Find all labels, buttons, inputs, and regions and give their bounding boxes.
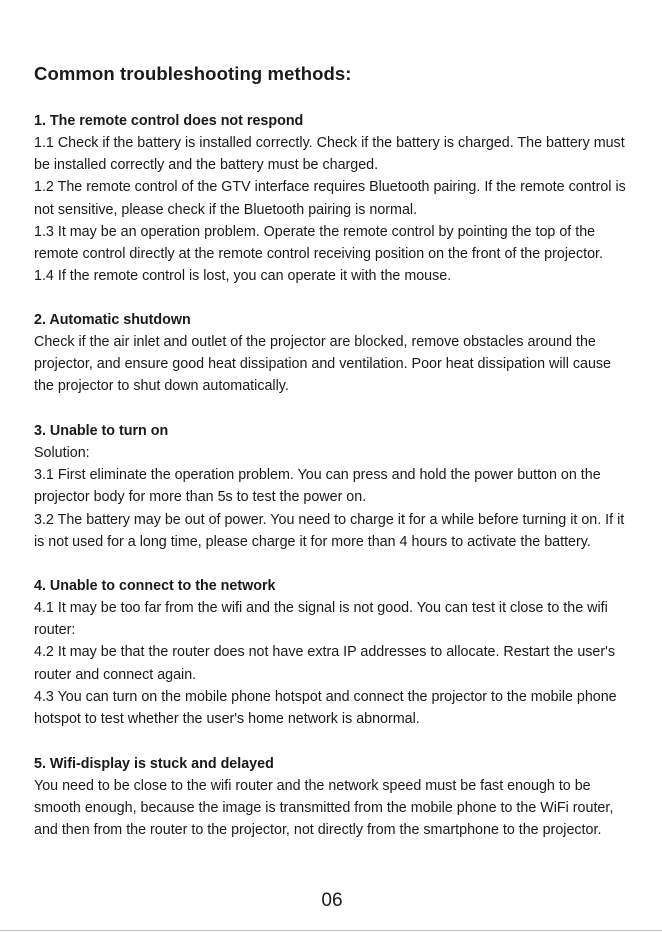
paragraph: 1.3 It may be an operation problem. Operate the remote control by pointing the top of the remote control directly at the remote control receiving position on the front of the projector. (34, 223, 603, 263)
section-wifi-display (34, 753, 630, 842)
section-heading: 1. The remote control does not respond (34, 113, 304, 129)
paragraph: Check if the air inlet and outlet of the projector are blocked, remove obstacles around the projector, and ensure good heat dissipation and ventilation. Poor heat dissipation will cause the projector to shut down automatically. (34, 334, 612, 395)
manual-page (34, 0, 630, 933)
section-remote-control (34, 110, 630, 287)
section-unable-to-turn-on (34, 420, 630, 553)
paragraph: 3.1 First eliminate the operation problem. You can press and hold the power button on the projector body for more than 5s to test the power on. (34, 467, 601, 506)
paragraph: 1.2 The remote control of the GTV interface requires Bluetooth pairing. If the remote control is not sensitive, please check if the Bluetooth pairing is normal. (34, 179, 626, 218)
section-heading: 3. Unable to turn on (34, 423, 169, 439)
section-automatic-shutdown (34, 309, 630, 398)
section-heading: 5. Wifi-display is stuck and delayed (34, 756, 274, 772)
paragraph: Solution: (34, 445, 90, 461)
section-network (34, 575, 630, 730)
paragraph: You need to be close to the wifi router and the network speed must be fast enough to be smooth enough, because the image is transmitted from the mobile phone to the WiFi router, and then from the router to the projector, not directly from the smartphone to the projector. (34, 778, 614, 839)
page-title: Common troubleshooting methods: (34, 63, 352, 84)
section-heading: 2. Automatic shutdown (34, 312, 191, 328)
paragraph: 4.1 It may be too far from the wifi and the signal is not good. You can test it close to the wifi router: (34, 600, 608, 639)
paragraph: 3.2 The battery may be out of power. You need to charge it for a while before turning it on. If it is not used for a long time, please charge it for more than 4 hours to activate the battery. (34, 511, 625, 550)
section-heading: 4. Unable to connect to the network (34, 578, 276, 594)
paragraph: 1.1 Check if the battery is installed correctly. Check if the battery is charged. The battery must be installed correctly and the battery must be charged. (34, 135, 625, 174)
paragraph: 1.4 If the remote control is lost, you can operate it with the mouse. (34, 268, 452, 285)
page-number: 06 (321, 890, 343, 911)
page-edge-divider (0, 930, 662, 931)
paragraph: 4.2 It may be that the router does not have extra IP addresses to allocate. Restart the user's router and connect again. (34, 644, 616, 683)
paragraph: 4.3 You can turn on the mobile phone hotspot and connect the projector to the mobile phone hotspot to test whether the user's home network is abnormal. (34, 688, 617, 728)
